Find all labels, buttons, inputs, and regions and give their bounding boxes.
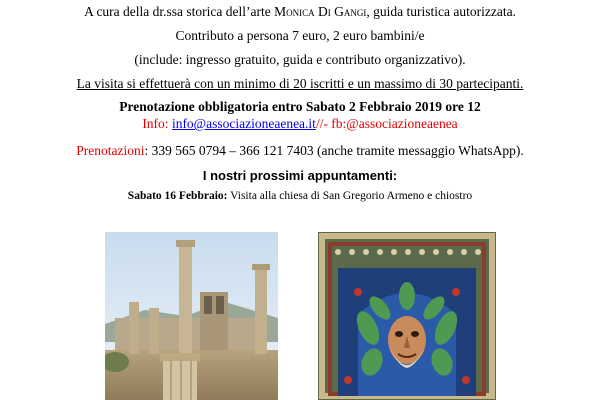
event-description: Visita alla chiesa di San Gregorio Armeno e chiostro: [227, 190, 473, 202]
upcoming-heading: I nostri prossimi appuntamenti:: [202, 168, 398, 183]
upcoming-event: [0, 190, 600, 202]
mosaic-illustration: [318, 232, 496, 400]
info-label: Info:: [142, 116, 172, 131]
includes-line: (include: ingresso gratuito, guida e contributo organizzativo).: [134, 52, 466, 67]
mosaic-photo: [318, 232, 496, 400]
ruins-illustration: [105, 232, 278, 400]
prenotazioni-line: [0, 143, 600, 159]
info-facebook: //- fb:@associazioneaenea: [315, 116, 458, 131]
guide-prefix: A cura della dr.ssa storica dell’arte: [84, 4, 275, 19]
cost-line: Contributo a persona 7 euro, 2 euro bambini/e: [175, 28, 425, 43]
info-email-link[interactable]: info@associazioneaenea.it: [171, 116, 316, 131]
guide-line: [0, 4, 600, 20]
booking-deadline: Prenotazione obbligatoria entro Sabato 2 Febbraio 2019 ore 12: [119, 99, 481, 114]
event-colon: :: [223, 190, 228, 202]
prenotazioni-phones: : 339 565 0794 – 366 121 7403 (anche tramite messaggio WhatsApp).: [144, 143, 524, 158]
guide-name: Monica Di Gangi: [274, 4, 367, 19]
event-date: Sabato 16 Febbraio: [127, 190, 224, 202]
guide-suffix: , guida turistica autorizzata.: [366, 4, 516, 19]
limits-line: La visita si effettuerà con un minimo di 20 iscritti e un massimo di 30 partecipanti.: [76, 76, 524, 91]
ruins-photo: [105, 232, 278, 400]
prenotazioni-label: Prenotazioni: [76, 143, 145, 158]
info-line: [0, 116, 600, 132]
